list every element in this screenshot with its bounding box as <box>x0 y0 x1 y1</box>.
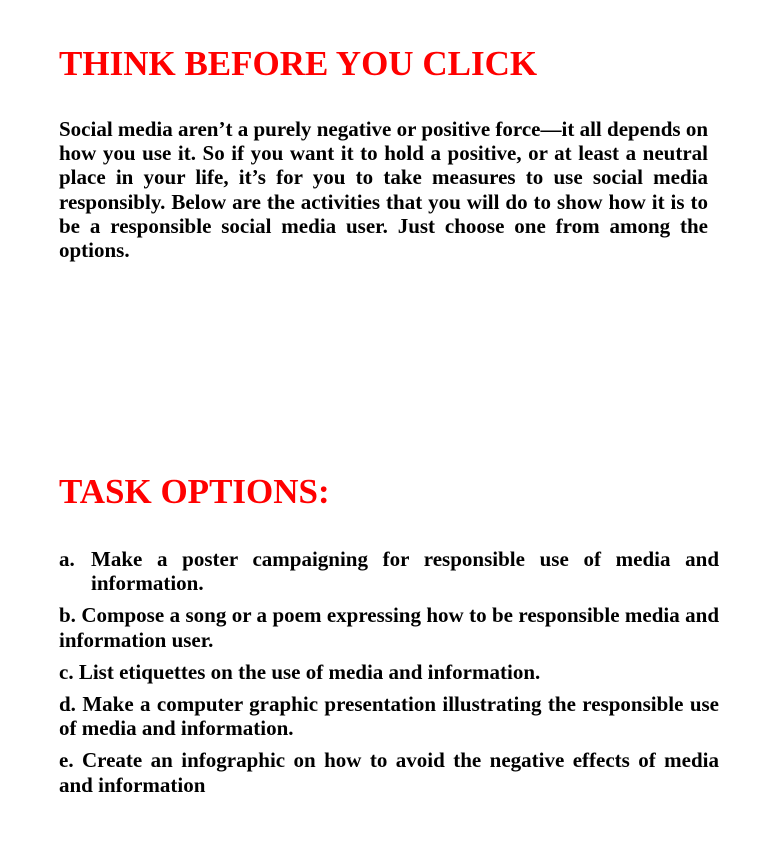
option-text: Make a computer graphic presentation illustrating the responsible use of media and information. <box>59 692 719 741</box>
task-option-d <box>59 692 719 740</box>
task-option-a <box>59 547 719 595</box>
task-option-e <box>59 748 719 796</box>
option-letter: b. <box>59 603 76 628</box>
intro-paragraph: Social media aren’t a purely negative or positive force—it all depends on how you use it. So if you want it to hold a positive, or at least a neutral place in your life, it’s for you to take measures to use social media responsibly. Below are the activities that you will do to show how it is to be a responsible social media user. Just choose one from among the options. <box>59 117 708 263</box>
task-option-b <box>59 603 719 651</box>
option-text: Compose a song or a poem expressing how to be responsible media and information user. <box>59 603 719 652</box>
task-option-c <box>59 660 719 684</box>
title-think-before-you-click: THINK BEFORE YOU CLICK <box>59 44 538 83</box>
option-text: Create an infographic on how to avoid the negative effects of media and information <box>59 748 719 797</box>
task-options-list <box>59 547 719 805</box>
option-letter: e. <box>59 748 74 773</box>
option-letter: d. <box>59 692 76 717</box>
option-letter: a. <box>59 547 75 571</box>
title-task-options: TASK OPTIONS: <box>59 472 330 511</box>
option-text: Make a poster campaigning for responsible use of media and information. <box>91 547 719 596</box>
option-letter: c. <box>59 659 74 684</box>
option-text: List etiquettes on the use of media and information. <box>78 659 541 684</box>
